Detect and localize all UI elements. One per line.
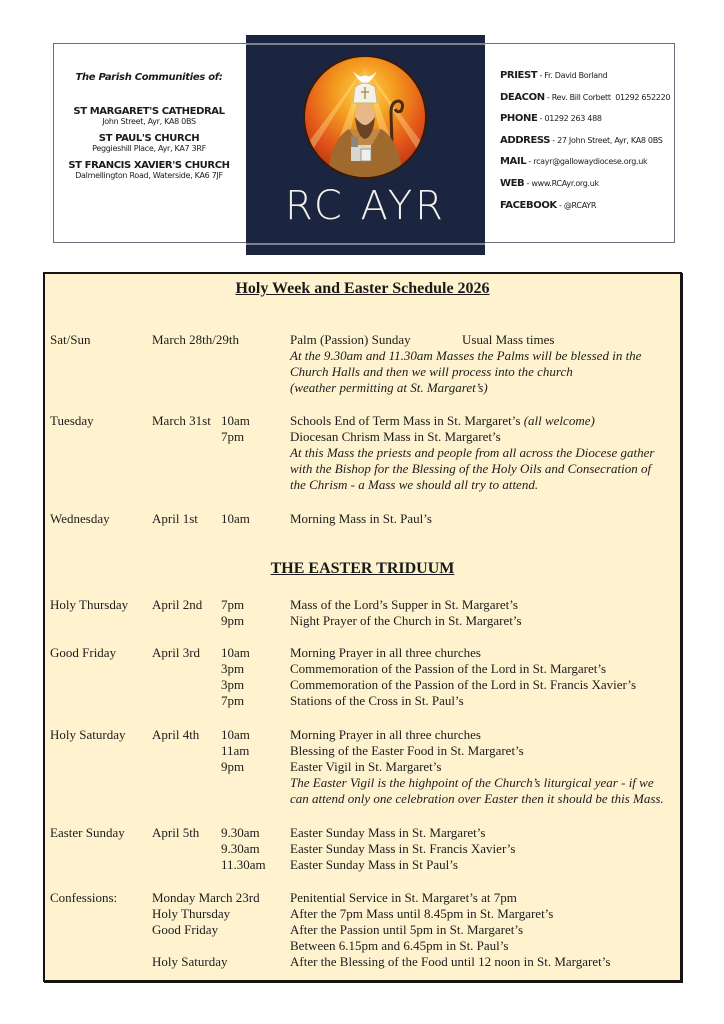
event-note: At this Mass the priests and people from all across the Diocese gather (290, 445, 655, 460)
church-address: Peggieshill Place, Ayr, KA7 3RF (92, 144, 206, 153)
event-note: can attend only one celebration over Easter then it should be this Mass. (290, 791, 664, 806)
confession-desc: Between 6.15pm and 6.45pm in St. Paul’s (290, 938, 509, 953)
confession-when: Holy Saturday (152, 954, 228, 969)
church-name: ST FRANCIS XAVIER'S CHURCH (68, 160, 230, 171)
event-desc: Diocesan Chrism Mass in St. Margaret’s (290, 429, 501, 444)
event-desc: Blessing of the Easter Food in St. Margaret’s (290, 743, 524, 758)
event-desc: Stations of the Cross in St. Paul’s (290, 693, 464, 708)
time-label: 9pm (221, 613, 245, 628)
day-label: Holy Thursday (50, 597, 129, 612)
parish-communities (54, 60, 244, 187)
time-label: 10am (221, 511, 250, 526)
date-label: March 31st (152, 413, 211, 428)
date-label: April 1st (152, 511, 198, 526)
day-label: Good Friday (50, 645, 117, 660)
confessions-label: Confessions: (50, 890, 118, 905)
event-desc: Mass of the Lord’s Supper in St. Margaret’s (290, 597, 518, 612)
time-label: 9.30am (221, 825, 260, 840)
event-note: (weather permitting at St. Margaret’s) (290, 380, 488, 395)
event-desc: Easter Sunday Mass in St. Margaret’s (290, 825, 486, 840)
contact-mail: MAIL - rcayr@gallowaydiocese.org.uk (500, 156, 648, 168)
church-address: John Street, Ayr, KA8 0BS (102, 117, 196, 126)
event-desc: Commemoration of the Passion of the Lord in St. Margaret’s (290, 661, 607, 676)
event-desc: Easter Vigil in St. Margaret’s (290, 759, 442, 774)
contact-priest: PRIEST - Fr. David Borland (500, 70, 608, 81)
event-desc: Easter Sunday Mass in St. Francis Xavier’s (290, 841, 516, 856)
confession-when: Good Friday (152, 922, 219, 937)
contact-address: ADDRESS - 27 John Street, Ayr, KA8 0BS (500, 134, 663, 146)
time-label: 7pm (221, 693, 245, 708)
contact-facebook: FACEBOOK - @RCAYR (500, 199, 597, 211)
time-label: 10am (221, 727, 250, 742)
event-note: with the Bishop for the Blessing of the Holy Oils and Consecration of (290, 461, 652, 476)
event-note: Church Halls and then we will process into the church (290, 364, 573, 379)
time-label: 7pm (221, 429, 245, 444)
day-label: Wednesday (50, 511, 110, 526)
confession-when: Monday March 23rd (152, 890, 260, 905)
event-desc: Morning Mass in St. Paul’s (290, 511, 432, 526)
contact-phone: PHONE - 01292 263 488 (500, 113, 602, 125)
time-label: 9pm (221, 759, 245, 774)
confession-desc: After the Blessing of the Food until 12 noon in St. Margaret’s (290, 954, 611, 969)
church-name: ST MARGARET'S CATHEDRAL (73, 106, 225, 117)
schedule-box (43, 272, 682, 982)
time-label: 7pm (221, 597, 245, 612)
time-label: 3pm (221, 677, 245, 692)
date-label: March 28th/29th (152, 332, 240, 347)
bishop-saint-icon (303, 55, 427, 179)
event-desc: Commemoration of the Passion of the Lord in St. Francis Xavier’s (290, 677, 637, 692)
time-label: 10am (221, 645, 250, 660)
parish-intro: The Parish Communities of: (75, 72, 223, 83)
event-note: the Chrism - a Mass we should all try to attend. (290, 477, 539, 492)
time-label: 10am (221, 413, 250, 428)
event-desc: Night Prayer of the Church in St. Margaret’s (290, 613, 522, 628)
confession-when: Holy Thursday (152, 906, 231, 921)
contact-info (500, 70, 670, 221)
email-link[interactable]: rcayr@gallowaydiocese.org.uk (533, 157, 648, 167)
day-label: Tuesday (50, 413, 94, 428)
schedule-title: Holy Week and Easter Schedule 2026 (235, 280, 490, 297)
event-desc: Schools End of Term Mass in St. Margaret’s (all welcome) (290, 413, 595, 428)
day-label: Sat/Sun (50, 332, 91, 347)
contact-deacon: DEACON - Rev. Bill Corbett 01292 652220 (500, 91, 671, 103)
logo-title: RC AYR (285, 183, 446, 229)
church-address: Dalmellington Road, Waterside, KA6 7JF (75, 171, 223, 180)
event-note: At the 9.30am and 11.30am Masses the Palms will be blessed in the (290, 348, 642, 363)
event-desc: Morning Prayer in all three churches (290, 645, 481, 660)
event-desc: Easter Sunday Mass in St Paul’s (290, 857, 458, 872)
confession-desc: Penitential Service in St. Margaret’s at 7pm (290, 890, 517, 905)
time-label: 3pm (221, 661, 245, 676)
day-label: Holy Saturday (50, 727, 126, 742)
confession-desc: After the 7pm Mass until 8.45pm in St. Margaret’s (290, 906, 554, 921)
time-label: 11.30am (221, 857, 266, 872)
date-label: April 3rd (152, 645, 201, 660)
divider (246, 43, 485, 45)
event-desc: Palm (Passion) Sunday (290, 332, 411, 347)
triduum-title: THE EASTER TRIDUUM (270, 560, 455, 577)
website-link[interactable]: www.RCAyr.org.uk (531, 178, 599, 188)
date-label: April 5th (152, 825, 200, 840)
time-label: 9.30am (221, 841, 260, 856)
event-desc: Morning Prayer in all three churches (290, 727, 481, 742)
date-label: April 2nd (152, 597, 203, 612)
event-note: The Easter Vigil is the highpoint of the Church’s liturgical year - if we (290, 775, 654, 790)
logo-panel (246, 35, 485, 255)
day-label: Easter Sunday (50, 825, 125, 840)
time-label: 11am (221, 743, 250, 758)
contact-web: WEB - www.RCAyr.org.uk (500, 177, 599, 189)
confession-desc: After the Passion until 5pm in St. Margaret’s (290, 922, 524, 937)
divider (246, 243, 485, 245)
event-extra: Usual Mass times (462, 332, 555, 347)
facebook-link[interactable]: @RCAYR (563, 200, 597, 210)
date-label: April 4th (152, 727, 200, 742)
church-name: ST PAUL'S CHURCH (98, 133, 200, 144)
